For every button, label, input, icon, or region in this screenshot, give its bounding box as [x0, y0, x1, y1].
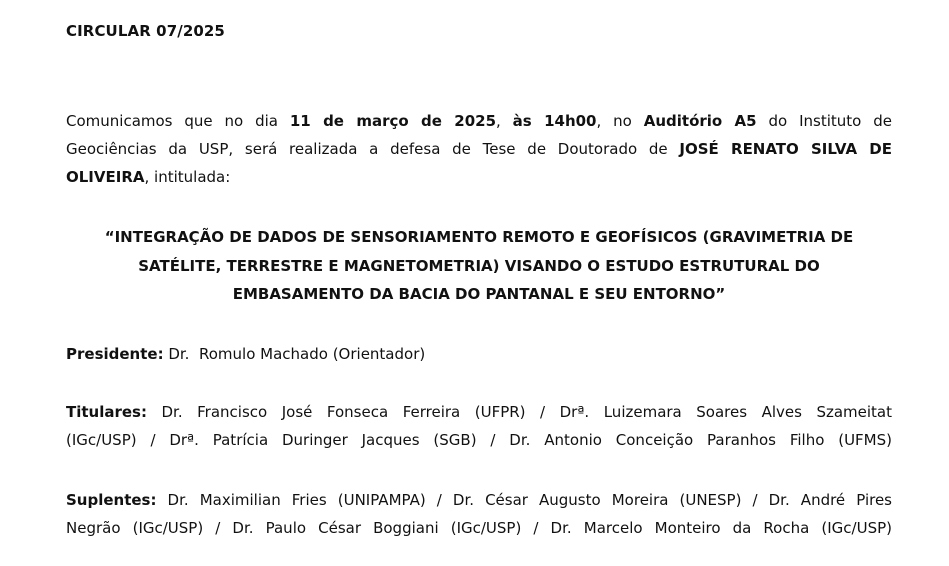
presidente-value: Dr. Romulo Machado (Orientador) — [163, 345, 426, 363]
intro-line-1 — [66, 107, 892, 135]
suplentes-label: Suplentes: — [66, 491, 157, 509]
titulares-line-2: (IGc/USP) / Drª. Patrícia Duringer Jacques (SGB) / Dr. Antonio Conceição Paranhos Filho (UFMS) — [66, 431, 892, 449]
defense-venue: Auditório A5 — [643, 112, 757, 130]
titulares-section — [66, 398, 892, 454]
titulares-label: Titulares: — [66, 403, 147, 421]
intro-text: Comunicamos que no dia — [66, 112, 290, 130]
defense-time: às 14h00 — [512, 112, 597, 130]
thesis-title-line: SATÉLITE, TERRESTRE E MAGNETOMETRIA) VISANDO O ESTUDO ESTRUTURAL DO — [138, 256, 820, 275]
suplentes-members: Dr. Maximilian Fries (UNIPAMPA) / Dr. César Augusto Moreira (UNESP) / Dr. André Pires — [156, 491, 892, 509]
intro-paragraph — [66, 107, 892, 191]
intro-line-3 — [66, 163, 892, 191]
intro-text: , — [496, 112, 513, 130]
candidate-name: OLIVEIRA — [66, 168, 145, 186]
intro-text: , no — [596, 112, 644, 130]
candidate-name: JOSÉ RENATO SILVA DE — [679, 140, 892, 158]
presidente-label: Presidente: — [66, 345, 164, 363]
thesis-title-line: “INTEGRAÇÃO DE DADOS DE SENSORIAMENTO REMOTO E GEOFÍSICOS (GRAVIMETRIA DE — [104, 228, 854, 246]
titulares-members: Dr. Francisco José Fonseca Ferreira (UFPR) / Drª. Luizemara Soares Alves Szameitat — [146, 403, 892, 421]
suplentes-line-2: Negrão (IGc/USP) / Dr. Paulo César Boggiani (IGc/USP) / Dr. Marcelo Monteiro da Rocha (IGc/USP) — [66, 519, 892, 537]
circular-number: CIRCULAR 07/2025 — [66, 22, 225, 40]
thesis-title-line: EMBASAMENTO DA BACIA DO PANTANAL E SEU ENTORNO” — [232, 285, 726, 303]
intro-line-2 — [66, 135, 892, 163]
thesis-title — [60, 223, 898, 309]
intro-text: Geociências da USP, será realizada a defesa de Tese de Doutorado de — [66, 140, 680, 158]
suplentes-section — [66, 486, 892, 542]
defense-date: 11 de março de 2025 — [289, 112, 497, 130]
suplentes-line-1 — [66, 486, 892, 514]
titulares-line-1 — [66, 398, 892, 426]
presidente-line — [66, 340, 892, 368]
intro-text: , intitulada: — [144, 168, 231, 186]
presidente-section — [66, 340, 892, 368]
intro-text: do Instituto de — [756, 112, 892, 130]
